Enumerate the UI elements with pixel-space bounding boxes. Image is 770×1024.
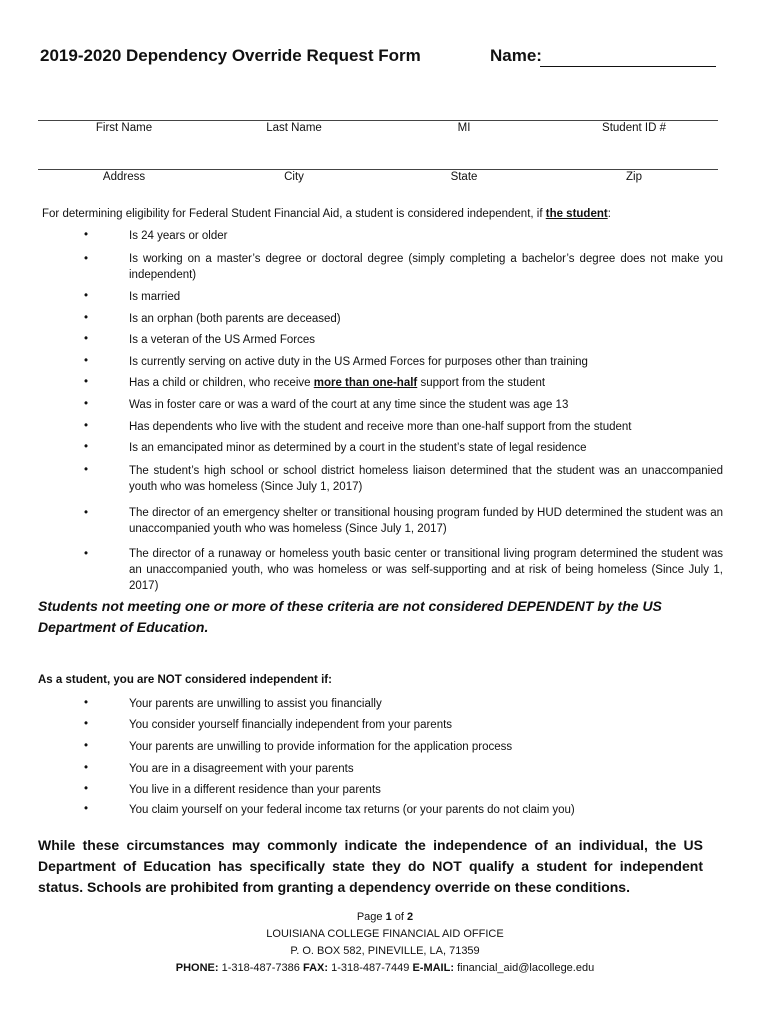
bullet: •	[84, 312, 89, 324]
bullet: •	[84, 376, 89, 388]
field-rule-1[interactable]	[38, 120, 718, 121]
phone-number: 1-318-487-7386	[221, 962, 300, 974]
not-independent-item: You claim yourself on your federal income tax returns (or your parents do not claim you)	[129, 804, 575, 816]
bullet: •	[84, 740, 89, 752]
not-independent-item: You consider yourself financially independent from your parents	[129, 719, 453, 731]
criteria-item: Is an orphan (both parents are deceased)	[129, 313, 341, 325]
criteria-item: Is an emancipated minor as determined by a court in the student’s state of legal residence	[129, 442, 587, 454]
bullet: •	[84, 290, 89, 302]
field-label-last-name: Last Name	[266, 122, 322, 134]
bullet: •	[84, 507, 89, 519]
bullet: •	[84, 229, 89, 241]
intro-text: For determining eligibility for Federal Student Financial Aid, a student is considered independent, if the student:	[42, 208, 611, 220]
criteria-item: Is married	[129, 291, 181, 303]
bullet: •	[84, 548, 89, 560]
bullet: •	[84, 333, 89, 345]
office-address: P. O. BOX 582, PINEVILLE, LA, 71359	[290, 945, 480, 957]
intro-emphasis: the student	[545, 208, 608, 220]
dependent-note: Students not meeting one or more of these criteria are not considered DEPENDENT by the US Department of Education.	[38, 598, 662, 635]
not-independent-item: You live in a different residence than your parents	[129, 784, 381, 796]
bullet: •	[84, 441, 89, 453]
criteria-item: Is a veteran of the US Armed Forces	[129, 334, 315, 346]
field-label-first-name: First Name	[95, 122, 153, 134]
contact-line: PHONE: 1-318-487-7386 FAX: 1-318-487-7449 E-MAIL: financial_aid@lacollege.edu	[175, 962, 595, 974]
bullet: •	[84, 762, 89, 774]
page-number: Page 1 of 2	[356, 911, 414, 923]
criteria-item: Is currently serving on active duty in the US Armed Forces for purposes other than training	[129, 356, 588, 368]
field-label-zip: Zip	[626, 171, 642, 183]
criteria-item: Is 24 years or older	[129, 230, 228, 242]
bullet: •	[84, 253, 89, 265]
bullet: •	[84, 355, 89, 367]
criteria-item: Was in foster care or was a ward of the court at any time since the student was age 13	[129, 399, 569, 411]
field-label-mi: MI	[457, 122, 471, 134]
form-title: 2019-2020 Dependency Override Request Form	[40, 46, 421, 65]
bullet: •	[84, 464, 89, 476]
field-label-city: City	[284, 171, 304, 183]
criteria-item: The student’s high school or school district homeless liaison determined that the student was an unaccompanied youth who was homeless (Since July 1, 2017)	[129, 465, 723, 493]
not-independent-item: Your parents are unwilling to provide information for the application process	[129, 741, 513, 753]
bullet: •	[84, 398, 89, 410]
fax-number: 1-318-487-7449	[331, 962, 410, 974]
name-field-line[interactable]	[540, 66, 716, 67]
bullet: •	[84, 697, 89, 709]
bullet: •	[84, 420, 89, 432]
field-label-student-id: Student ID #	[602, 122, 666, 134]
criteria-item: Has dependents who live with the student and receive more than one-half support from the student	[129, 421, 632, 433]
field-label-state: State	[450, 171, 478, 183]
not-independent-item: Your parents are unwilling to assist you financially	[129, 698, 382, 710]
field-label-address: Address	[102, 171, 146, 183]
bullet: •	[84, 803, 89, 815]
bullet: •	[84, 718, 89, 730]
bullet: •	[84, 783, 89, 795]
not-independent-heading: As a student, you are NOT considered independent if:	[38, 674, 332, 686]
criteria-item: Is working on a master’s degree or doctoral degree (simply completing a bachelor’s degree does not make you independent)	[129, 253, 723, 281]
criteria-item: Has a child or children, who receive more than one-half support from the student	[129, 377, 546, 389]
office-name: LOUISIANA COLLEGE FINANCIAL AID OFFICE	[266, 928, 504, 940]
field-rule-2[interactable]	[38, 169, 718, 170]
not-independent-item: You are in a disagreement with your parents	[129, 763, 354, 775]
conclusion-text: While these circumstances may commonly indicate the independence of an individual, the US Department of Education has specifically state they do NOT qualify a student for independent status. Schools are prohibited from granting a dependency override on these conditions.	[38, 837, 703, 895]
emphasis-more-than-one-half: more than one-half	[313, 377, 418, 389]
name-label: Name:	[490, 46, 542, 65]
email-address[interactable]: financial_aid@lacollege.edu	[457, 962, 595, 974]
criteria-item: The director of an emergency shelter or transitional housing program funded by HUD determined the student was an unaccompanied youth who was homeless (Since July 1, 2017)	[129, 507, 723, 535]
criteria-item: The director of a runaway or homeless youth basic center or transitional living program determined the student was an unaccompanied youth, who was homeless or was self-supporting and at risk of being homeless (Since July 1, 2017)	[129, 548, 723, 592]
